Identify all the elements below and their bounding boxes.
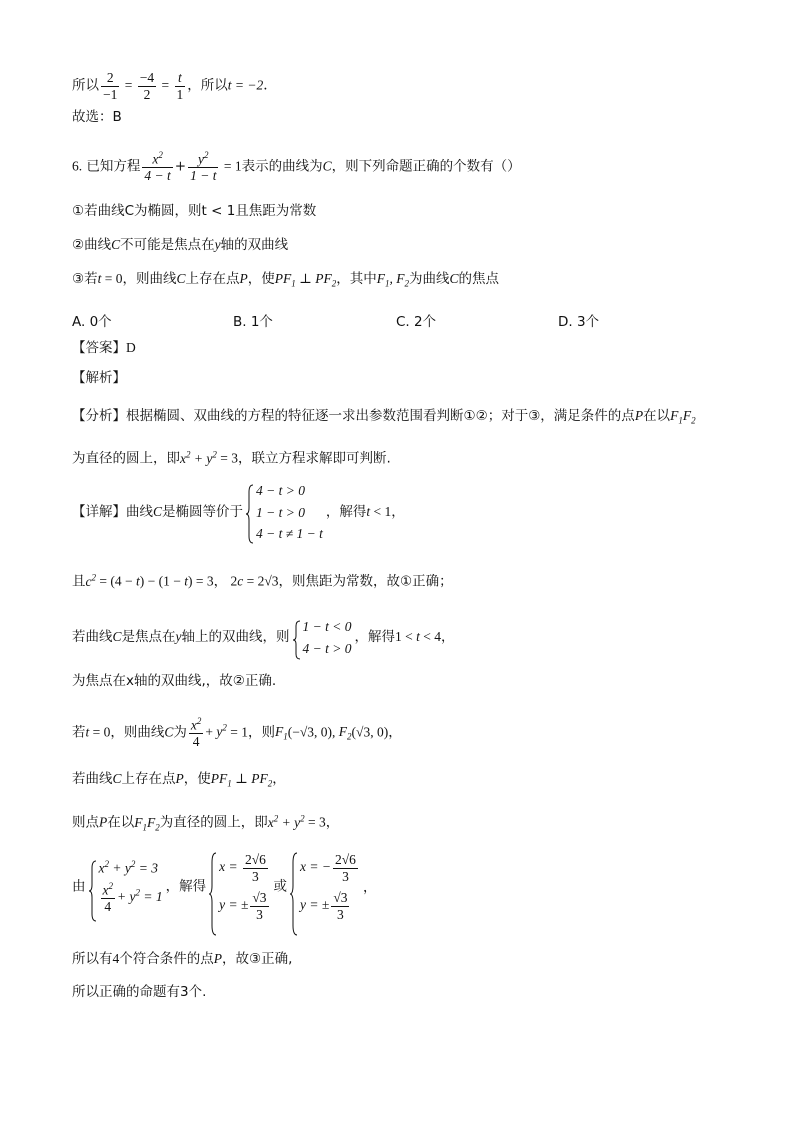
equation-system: $x^2 + y^2 = 3$ $\frac{x^2}{4}$ + $y^2 = 1$	[89, 860, 163, 915]
hyperbola-line: 若曲线C是焦点在y轴上的双曲线，则 1 − t < 0 4 − t > 0 ，解得1 < t < 4，	[72, 620, 455, 655]
equation-system: 4 − t > 0 1 − t > 0 4 − t ≠ 1 − t	[246, 484, 323, 541]
equation-system: 1 − t < 0 4 − t > 0	[293, 620, 352, 655]
text: 所以	[72, 77, 99, 94]
x-axis-hyperbola-line: 为焦点在x轴的双曲线,，故②正确.	[72, 673, 277, 689]
circle-line: 则点P在以$F_1F_2$为直径的圆上，即$x^2 + y^2 = 3$，	[72, 813, 340, 833]
fenxi-line-1: 【分析】根据椭圆、双曲线的方程的特征逐一求出参数范围看判断①②；对于③，满足条件的点P在以$F_1F_2$	[72, 408, 696, 426]
fraction: $\frac{x^2}{4}$	[190, 716, 202, 750]
final-line: 所以正确的命题有3个.	[72, 984, 207, 1000]
answer-choice: 故选：B	[72, 109, 122, 125]
fraction: $\frac{-4}{2}$	[139, 70, 155, 102]
fraction: $\frac{y^2}{1 - t}$	[190, 150, 217, 184]
statement-1: ①若曲线C为椭圆，则t < 1且焦距为常数	[72, 203, 317, 219]
fraction: $\frac{2}{-1}$	[103, 70, 118, 102]
option-a: A. 0个	[72, 314, 112, 330]
fraction: $\frac{t}{1}$	[176, 70, 184, 102]
question-6: 6. 已知方程 $\frac{x^2}{4 - t}$ + $\frac{y^2}{1 - t}$ = 1表示的曲线为C，则下列命题正确的个数有（）	[72, 150, 521, 184]
equation-system: x = − $\frac{2√6}{3}$ y = ± $\frac{√3}{3}$	[290, 852, 360, 922]
c2-line: 且$c^2 = (4 - t) - (1 - t) = 3$， 2c = 2√3，则焦距为常数，故①正确；	[72, 572, 453, 590]
xiangjie-line: 【详解】曲线C是椭圆等价于 4 − t > 0 1 − t > 0 4 − t ≠ 1 − t ，解得t < 1，	[72, 483, 405, 541]
option-c: C. 2个	[396, 314, 437, 330]
fenxi-line-2: 为直径的圆上，即$x^2 + y^2 = 3$，联立方程求解即可判断.	[72, 449, 391, 467]
analysis-label: 【解析】	[72, 370, 126, 386]
t-zero-line: 若t = 0，则曲线C为 $\frac{x^2}{4}$ + $y^2 = 1$，则$F_1(-√3$, 0), $F_2(√3$, 0)，	[72, 716, 402, 750]
top-equation-line: 所以 $\frac{2}{-1}$ = $\frac{-4}{2}$ = $\frac{t}{1}$ ，所以t = −2.	[72, 70, 268, 102]
option-b: B. 1个	[233, 314, 273, 330]
equation-system: x = $\frac{2√6}{3}$ y = ± $\frac{√3}{3}$	[209, 852, 270, 922]
fraction: $\frac{x^2}{4 - t}$	[144, 150, 171, 184]
option-d: D. 3个	[558, 314, 600, 330]
count-line: 所以有4个符合条件的点P，故③正确,	[72, 951, 293, 967]
solve-line: 由 $x^2 + y^2 = 3$ $\frac{x^2}{4}$ + $y^2 = 1$ ，解得 x = $\frac{2√6}{3}$ y = ± $\frac{√3}{3}$ 或 x = − $\frac{2√6}{3}$ y = ± $\frac{√3}{3}$ ，	[72, 852, 376, 942]
answer-line: 【答案】D	[72, 340, 136, 356]
statement-3: ③若t = 0，则曲线C上存在点P，使$PF_1$ ⊥ $PF_2$，其中$F_1$, $F_2$为曲线C的焦点	[72, 271, 499, 289]
statement-2: ②曲线C不可能是焦点在y轴的双曲线	[72, 237, 289, 253]
exist-point-line: 若曲线C上存在点P，使$PF_1$ ⊥ $PF_2$，	[72, 771, 286, 789]
